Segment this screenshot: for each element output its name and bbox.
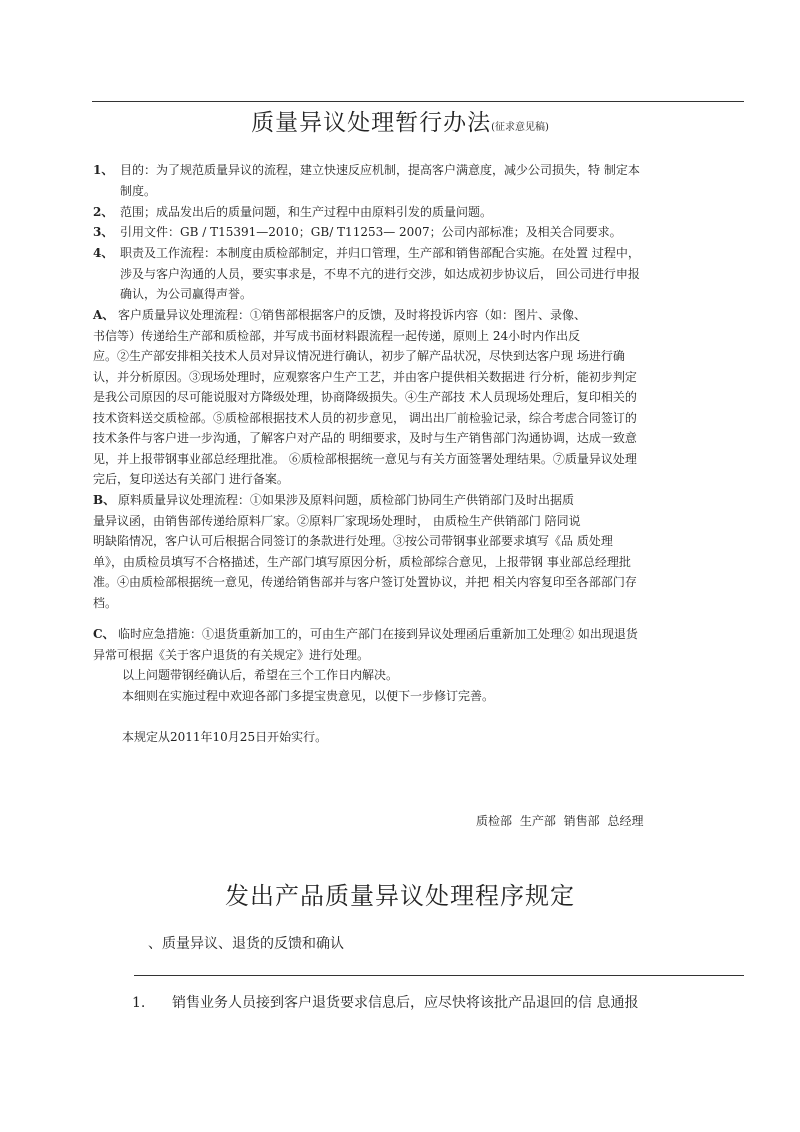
section-c-line-2: 异常可根据《关于客户退货的有关规定》进行处理。 bbox=[93, 647, 370, 662]
note-2: 本细则在实施过程中欢迎各部门多提宝贵意见，以便下一步修订完善。 bbox=[122, 688, 495, 703]
second-item-1-text: 销售业务人员接到客户退货要求信息后，应尽快将该批产品退回的信 息通报 bbox=[172, 995, 639, 1011]
title-text: 质量异议处理暂行办法 bbox=[251, 110, 492, 136]
section-c-text bbox=[93, 624, 773, 665]
top-rule bbox=[92, 101, 744, 102]
effective-date: 本规定从2011年10月25日开始实行。 bbox=[122, 730, 328, 744]
second-title: 发出产品质量异议处理程序规定 bbox=[225, 882, 575, 910]
item-3-number: 3、 bbox=[93, 225, 114, 239]
section-b-text bbox=[93, 490, 773, 613]
section-a-text bbox=[93, 305, 773, 490]
item-1-number: 1、 bbox=[93, 163, 114, 177]
signature-line: 质检部 生产部 销售部 总经理 bbox=[476, 814, 644, 828]
item-2-text bbox=[120, 202, 760, 223]
section-a-line-1: 客户质量异议处理流程：①销售部根据客户的反馈，及时将投诉内容（如：图片、录像、 bbox=[118, 308, 587, 322]
item-4-line-3: 确认，为公司赢得声誉。 bbox=[120, 287, 253, 301]
item-3-line-1: 引用文件：GB / T15391—2010；GB/ T11253— 2007；公司内部标准；及相关合同要求。 bbox=[120, 225, 622, 239]
item-2-number: 2、 bbox=[93, 205, 114, 219]
section-b-line-2: 量异议函，由销售部传递给原料厂家。②原料厂家现场处理时， 由质检生产供销部门 陪同说 bbox=[93, 513, 581, 528]
item-3-text bbox=[120, 222, 760, 243]
section-a-line-8: 见，并上报带钢事业部总经理批准。 ⑥质检部根据统一意见与有关方面签署处理结果。⑦质量异议处理 bbox=[93, 451, 637, 466]
section-b-label: B、 bbox=[93, 493, 116, 507]
section-b-line-3: 明缺陷情况，客户认可后根据合同签订的条款进行处理。③按公司带钢事业部要求填写《品 质处理 bbox=[93, 534, 613, 548]
section-b-line-4: 单》，由质检员填写不合格描述，生产部门填写原因分析，质检部综合意见，上报带钢 事业部总经理批 bbox=[93, 554, 631, 569]
title-note: (征求意见稿) bbox=[491, 122, 549, 133]
section-a-line-5: 是我公司原因的尽可能说服对方降级处理，协商降级损失。④生产部技 术人员现场处理后，复印相关的 bbox=[93, 390, 637, 404]
section-a-line-3: 应。②生产部安排相关技术人员对异议情况进行确认，初步了解产品状况，尽快到达客户现 场进行确 bbox=[93, 349, 625, 363]
section-a-label: A、 bbox=[93, 308, 115, 322]
item-1-text bbox=[120, 160, 760, 201]
item-4-line-2: 涉及与客户沟通的人员，要实事求是，不卑不亢的进行交涉，如达成初步协议后， 回公司进行申报 bbox=[120, 266, 640, 281]
section-a-line-9: 完后，复印送达有关部门 进行备案。 bbox=[93, 472, 289, 486]
second-item-1 bbox=[132, 992, 638, 1012]
section-a-line-7: 技术条件与客户进一步沟通，了解客户对产品的 明细要求，及时与生产销售部门沟通协调，达成一致意 bbox=[93, 431, 637, 445]
section-b-line-1: 原料质量异议处理流程：①如果涉及原料问题，质检部门协同生产供销部门及时出据质 bbox=[118, 493, 575, 507]
section-b-line-6: 档。 bbox=[93, 595, 118, 610]
note-1: 以上问题带钢经确认后，希望在三个工作日内解决。 bbox=[122, 668, 399, 682]
section-c-label: C、 bbox=[93, 627, 115, 641]
section-a-line-4: 认，并分析原因。③现场处理时，应观察客户生产工艺，并由客户提供相关数据进 行分析，能初步判定 bbox=[93, 369, 637, 384]
section-c-line-1: 临时应急措施：①退货重新加工的，可由生产部门在接到异议处理函后重新加工处理② 如出现退货 bbox=[118, 627, 638, 641]
second-item-1-number: 1. bbox=[132, 995, 146, 1011]
item-4-line-1: 职责及工作流程：本制度由质检部制定，并归口管理，生产部和销售部配合实施。在处置 过程中， bbox=[120, 246, 640, 260]
section-a-line-6: 技术资料送交质检部。⑤质检部根据技术人员的初步意见， 调出出厂前检验记录，综合考虑合同签订的 bbox=[93, 410, 637, 425]
section-a-line-2: 书信等）传递给生产部和质检部，并写成书面材料跟流程一起传递，原则上 24小时内作出反 bbox=[93, 328, 581, 343]
item-4-number: 4、 bbox=[93, 246, 114, 260]
second-rule bbox=[134, 975, 744, 976]
item-1-line-1: 目的：为了规范质量异议的流程，建立快速反应机制，提高客户满意度，减少公司损失，特 制定本 bbox=[120, 163, 640, 177]
item-4-text bbox=[120, 243, 770, 305]
notes bbox=[122, 665, 762, 706]
item-1-line-2: 制度。 bbox=[120, 183, 157, 198]
second-subtitle: 、质量异议、退货的反馈和确认 bbox=[148, 936, 344, 952]
item-2-line-1: 范围；成品发出后的质量问题，和生产过程中由原料引发的质量问题。 bbox=[120, 205, 493, 219]
document-title bbox=[0, 104, 800, 137]
section-b-line-5: 准。④由质检部根据统一意见，传递给销售部并与客户签订处置协议，并把 相关内容复印至各部部门存 bbox=[93, 575, 637, 589]
